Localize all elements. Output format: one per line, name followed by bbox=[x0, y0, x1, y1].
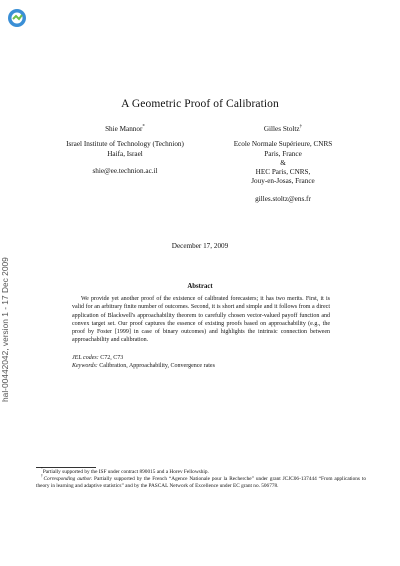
paper-date: December 17, 2009 bbox=[171, 242, 229, 250]
footnote: *Partially supported by the ISF under contract 890015 and a Horev Fellowship. bbox=[41, 467, 209, 475]
footnote: †Corresponding author. Partially supported by the French “Agence Nationale pour la Recherche” under grant JCJC06-137444 “From applications to theory in learning and adaptive statistics” and by the PASCAL Network of Excellence under EC grant no. 506778. bbox=[36, 474, 367, 490]
author-block-mannor bbox=[40, 125, 210, 176]
hal-logo-icon bbox=[7, 8, 27, 28]
author-name: Gilles Stoltz† bbox=[263, 124, 303, 133]
paper-title: A Geometric Proof of Calibration bbox=[121, 98, 279, 110]
author-name: Shie Mannor* bbox=[105, 124, 145, 133]
jel-codes: JEL codes: C72, C73 bbox=[72, 355, 124, 361]
keywords-block bbox=[72, 354, 330, 371]
author-email: shie@ee.technion.ac.il bbox=[92, 166, 158, 175]
footnotes bbox=[36, 469, 366, 490]
affiliation-line: Haifa, Israel bbox=[107, 149, 143, 158]
affiliation-line: Paris, France bbox=[264, 149, 302, 158]
archive-identifier: hal-00442042, version 1 - 17 Dec 2009 bbox=[0, 257, 10, 403]
affiliation-line: & bbox=[280, 158, 286, 167]
abstract-text: We provide yet another proof of the existence of calibrated forecasters; it has two merits. First, it is valid for an arbitrary finite number of outcomes. Second, it is short and simple and it follows from a direct application of Blackwell's approachability theorem to carefully chosen vector-valued payoff function and convex target set. Our proof captures the essence of existing proofs based on approachability (e.g., the proof by Foster [1999] in case of binary outcomes) and highlights the intrinsic connection between approachability and calibration. bbox=[72, 296, 330, 344]
keywords: Keywords: Calibration, Approachability, Convergence rates bbox=[72, 363, 215, 370]
abstract-heading: Abstract bbox=[187, 283, 213, 290]
author-block-stoltz bbox=[208, 125, 358, 204]
affiliation-line: Jouy-en-Josas, France bbox=[251, 177, 315, 186]
affiliation-line: Israel Institute of Technology (Technion) bbox=[66, 140, 184, 149]
affiliation-line: HEC Paris, CNRS, bbox=[255, 168, 311, 177]
author-email: gilles.stoltz@ens.fr bbox=[255, 194, 311, 203]
footnote-rule bbox=[36, 467, 96, 468]
affiliation-line: Ecole Normale Supérieure, CNRS bbox=[233, 140, 333, 149]
